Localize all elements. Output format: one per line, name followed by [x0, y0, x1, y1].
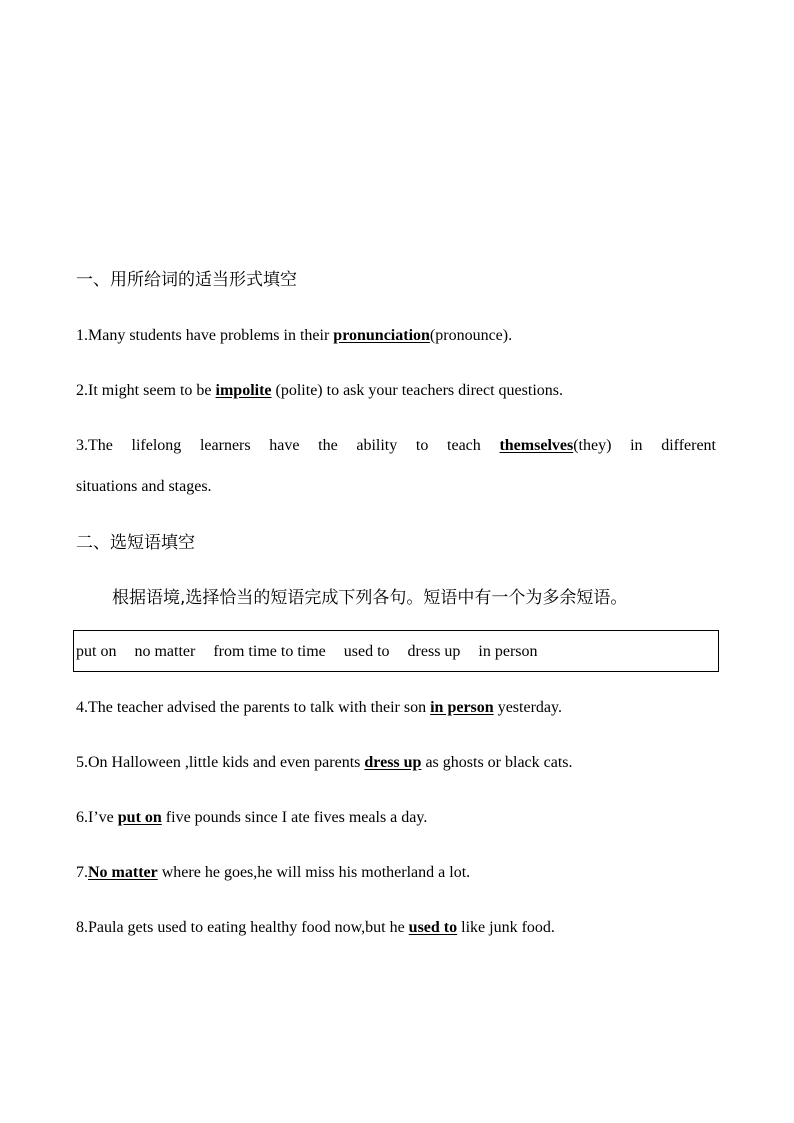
answer-7: No matter [88, 864, 158, 881]
answer-1: pronunciation [333, 327, 430, 344]
section2-title: 二、选短语填空 [76, 533, 195, 553]
question-7: 7.No matter where he goes,he will miss his motherland a lot. [76, 864, 471, 881]
phrase-item: no matter [134, 643, 196, 660]
phrase-item: dress up [407, 643, 461, 660]
question-4: 4.The teacher advised the parents to talk with their son in person yesterday. [76, 699, 562, 716]
section2-instruction: 根据语境,选择恰当的短语完成下列各句。短语中有一个为多余短语。 [112, 588, 628, 608]
phrase-item: from time to time [213, 643, 326, 660]
section1-title: 一、用所给词的适当形式填空 [76, 270, 297, 290]
phrase-item: put on [76, 643, 117, 660]
phrase-list [76, 642, 552, 662]
phrase-item: used to [343, 643, 390, 660]
question-3-continuation: situations and stages. [76, 478, 212, 495]
question-3: 3.The lifelong learners have the ability to teach themselves(they) in different [76, 437, 716, 454]
question-2: 2.It might seem to be impolite (polite) to ask your teachers direct questions. [76, 382, 563, 399]
question-5: 5.On Halloween ,little kids and even parents dress up as ghosts or black cats. [76, 754, 573, 771]
question-6: 6.I’ve put on five pounds since I ate fives meals a day. [76, 809, 428, 826]
answer-5: dress up [364, 754, 422, 771]
answer-2: impolite [215, 382, 272, 399]
answer-3: themselves [499, 437, 574, 454]
answer-6: put on [117, 809, 162, 826]
answer-4: in person [430, 699, 494, 716]
question-1: 1.Many students have problems in their pronunciation(pronounce). [76, 327, 513, 344]
phrase-item: in person [478, 643, 538, 660]
answer-8: used to [408, 919, 458, 936]
question-8: 8.Paula gets used to eating healthy food now,but he used to like junk food. [76, 919, 555, 936]
phrase-box [73, 630, 719, 672]
